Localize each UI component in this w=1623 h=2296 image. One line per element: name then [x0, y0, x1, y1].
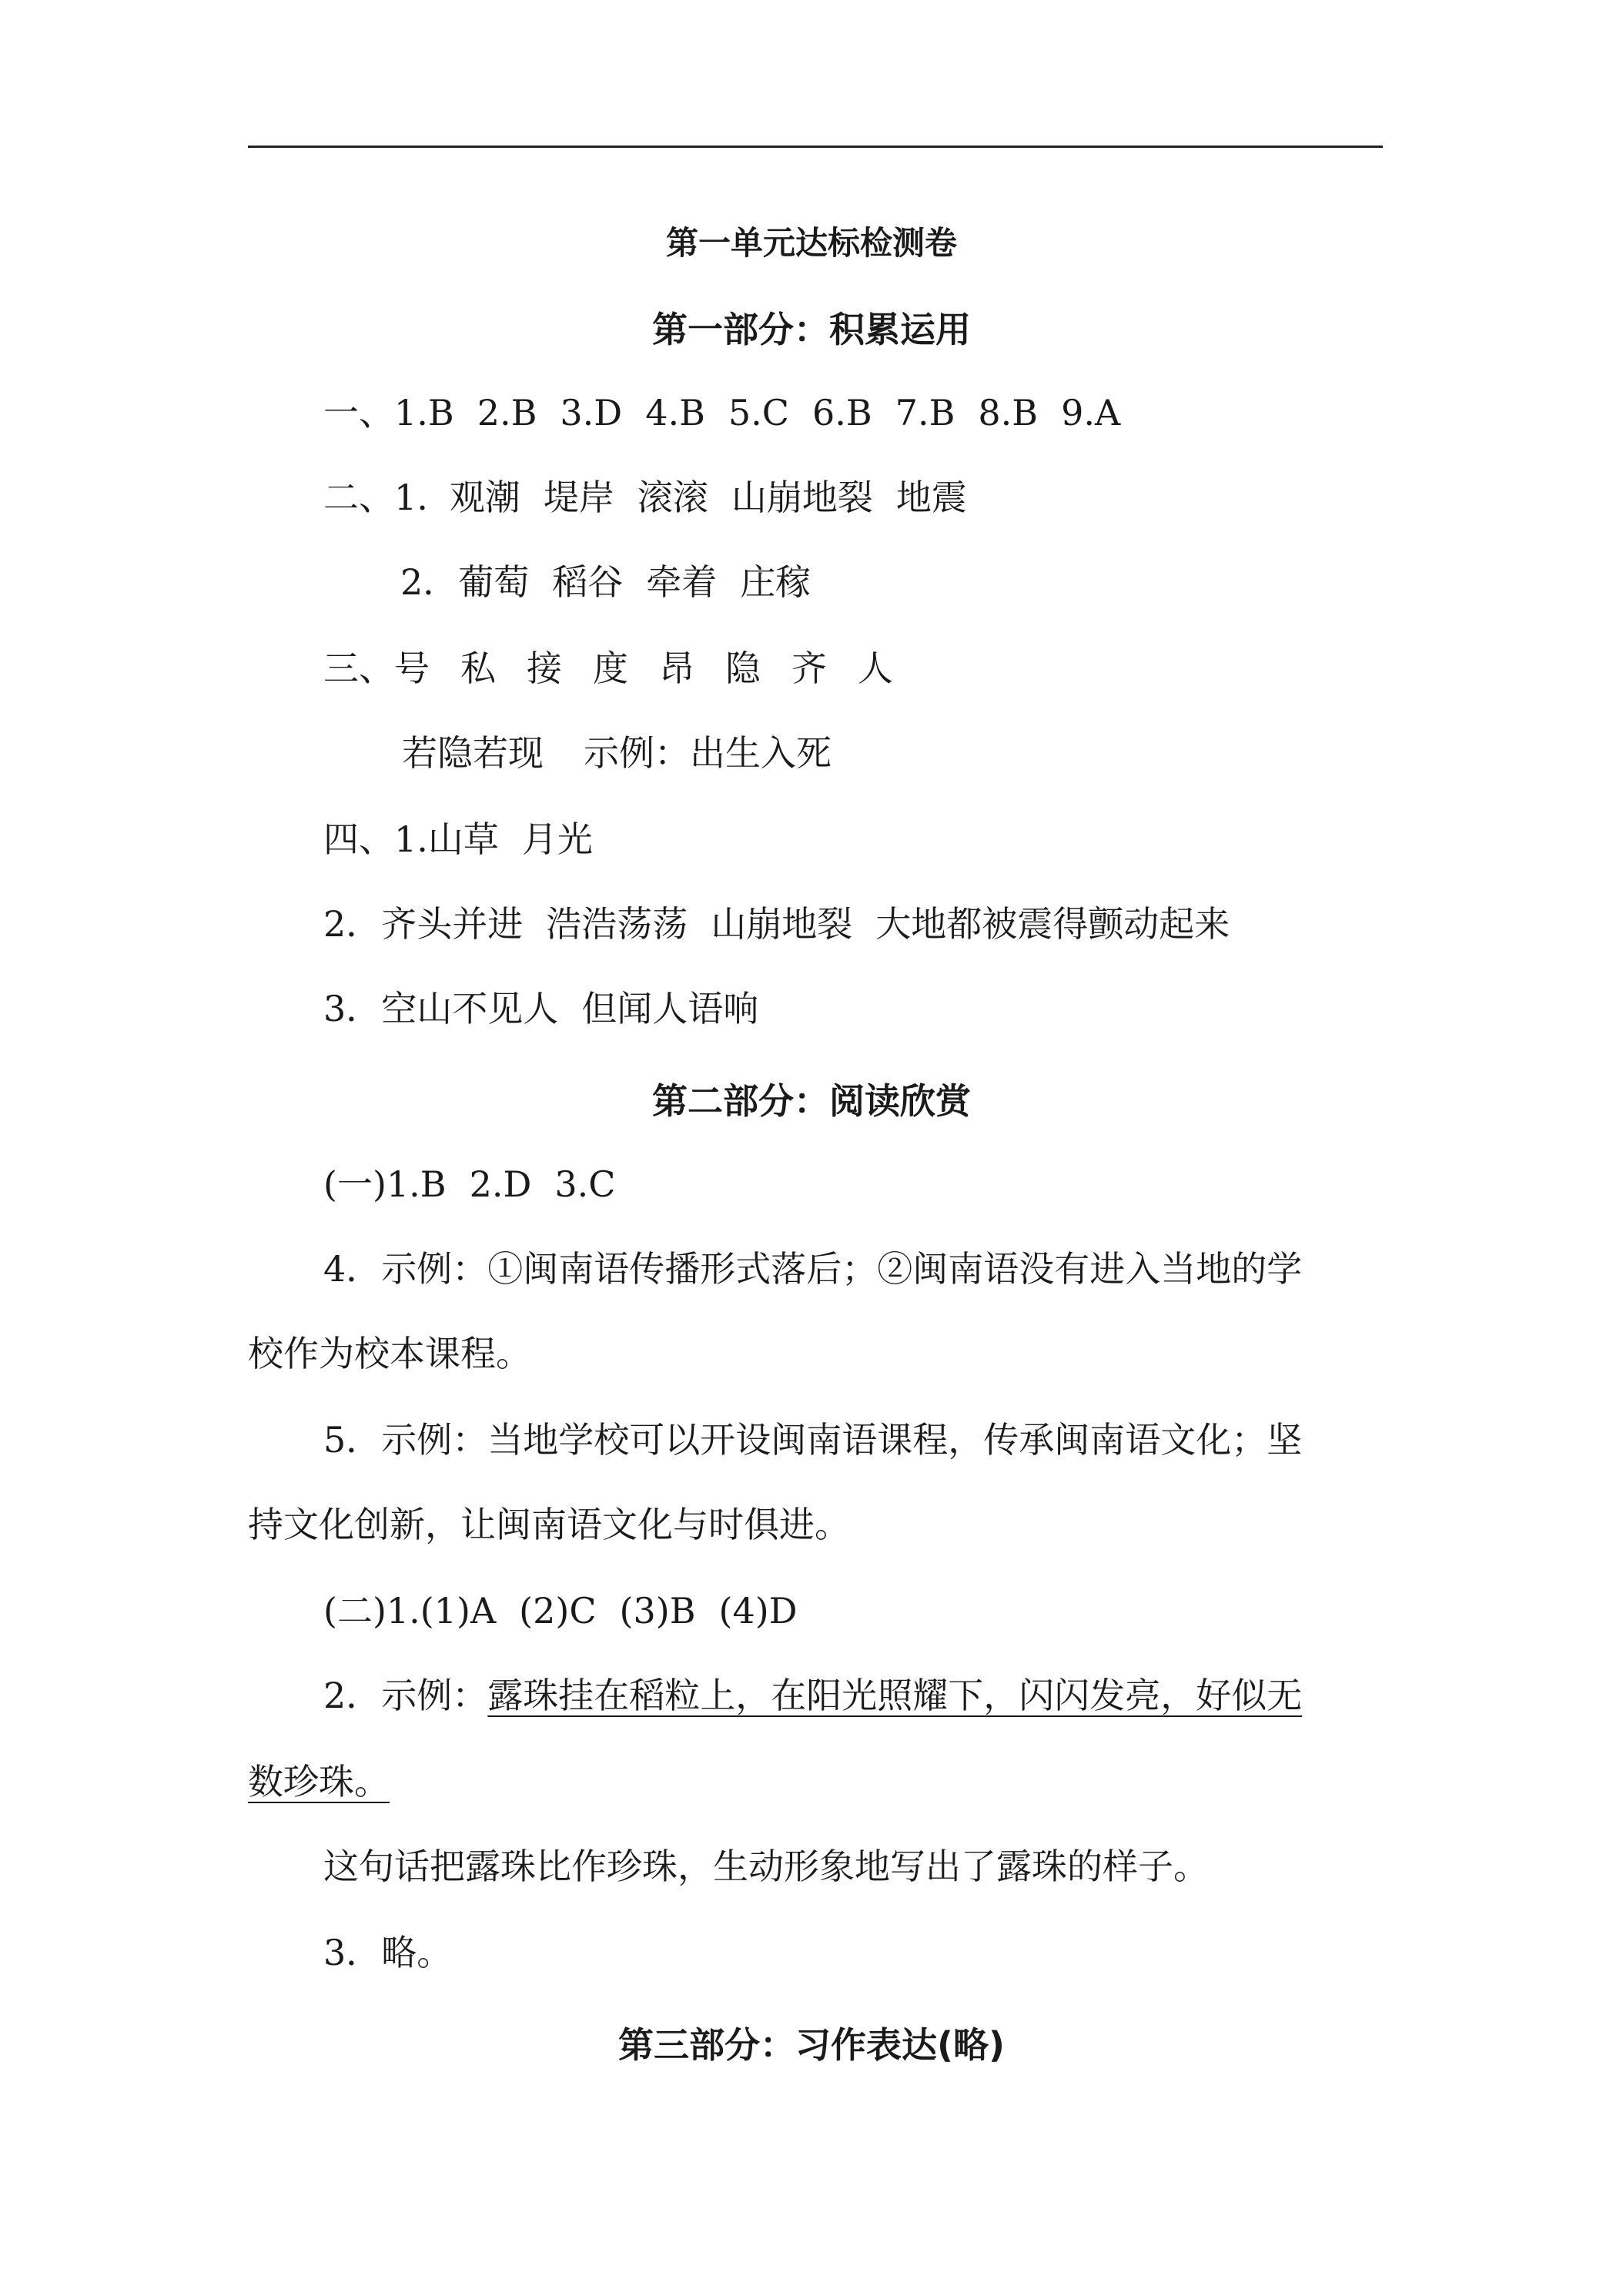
- s1-answer: 3.C: [554, 1163, 616, 1205]
- q1-answer: 9.A: [1061, 392, 1121, 433]
- s2-answer: (4)D: [718, 1590, 798, 1632]
- q2-label: 二、1.: [323, 477, 428, 518]
- s2-q2-explain: 这句话把露珠比作珍珠，生动形象地写出了露珠的样子。: [323, 1846, 1209, 1887]
- q3-char: 人: [858, 648, 893, 689]
- s1-answer: 1.B: [386, 1163, 447, 1205]
- q3-chars: [394, 648, 893, 689]
- s1-q5-line1: 5．示例：当地学校可以开设闽南语课程，传承闽南语文化；坚: [323, 1419, 1303, 1461]
- q1-answer: 2.B: [477, 392, 537, 433]
- q4-line3: [323, 987, 758, 1030]
- q2-word: 滚滚: [637, 477, 708, 518]
- q2-line2-label: 2．: [400, 561, 459, 603]
- q3-line2-b: 示例：出生入死: [584, 732, 832, 774]
- s1-q5-line2: 持文化创新，让闽南语文化与时俱进。: [248, 1504, 850, 1545]
- q4-word: 山草: [427, 818, 499, 860]
- s2-q2-underlined-2: 数珍珠。: [248, 1761, 390, 1802]
- q4-word: 大地都被震得颤动起来: [875, 903, 1230, 945]
- q4-word: 齐头并进: [381, 903, 524, 945]
- q1-answer: 6.B: [812, 392, 872, 433]
- q2-line2: [400, 561, 811, 604]
- q4-line2-words: [381, 903, 1230, 945]
- s2-answers: [420, 1590, 798, 1632]
- q1-answer: 7.B: [895, 392, 955, 433]
- q3-line1: [323, 647, 893, 690]
- q1-line: [323, 391, 1120, 434]
- q3-char: 齐: [791, 648, 827, 689]
- s2-answer: (1)A: [420, 1590, 497, 1632]
- q4-line3-words: [381, 988, 758, 1029]
- q2-line2-words: [458, 561, 811, 603]
- q4-word: 浩浩荡荡: [546, 903, 688, 945]
- q4-line1-words: [428, 818, 593, 860]
- q2-line1: [323, 476, 967, 519]
- s1-q4-line2: 校作为校本课程。: [248, 1333, 531, 1374]
- q4-line3-label: 3．: [323, 988, 382, 1029]
- s2-q2-underlined-1: 露珠挂在稻粒上，在阳光照耀下，闪闪发亮，好似无: [487, 1675, 1303, 1716]
- q3-char: 私: [460, 648, 496, 689]
- s2-label: (二)1.: [323, 1590, 420, 1632]
- s1-line: [323, 1163, 615, 1206]
- q2-word: 观潮: [449, 477, 520, 518]
- part1-title: 第一部分：积累运用: [652, 309, 971, 350]
- part2-title: 第二部分：阅读欣赏: [652, 1080, 971, 1122]
- q3-line2-a: 若隐若现: [402, 732, 544, 774]
- q2-line1-words: [450, 477, 967, 518]
- q3-char: 号: [394, 648, 430, 689]
- s1-label: (一): [323, 1163, 387, 1205]
- q2-word: 堤岸: [543, 477, 614, 518]
- q3-line2: [402, 731, 832, 775]
- q2-word: 牵着: [646, 561, 718, 603]
- q1-answer: 3.D: [560, 392, 623, 433]
- s1-q4-line1: 4．示例：①闽南语传播形式落后；②闽南语没有进入当地的学: [323, 1248, 1303, 1290]
- s2-q2-prefix: 2．示例：: [323, 1675, 488, 1716]
- q1-label: 一、: [323, 392, 394, 433]
- q4-word: 空山不见人: [381, 988, 559, 1029]
- q4-word: 但闻人语响: [581, 988, 759, 1029]
- q4-line1: [323, 818, 593, 861]
- s2-answer: (3)B: [619, 1590, 696, 1632]
- q2-word: 葡萄: [458, 561, 530, 603]
- s2-q2-line1: [323, 1674, 1302, 1717]
- s1-answers: [387, 1163, 616, 1205]
- q4-label: 四、1.: [323, 818, 428, 860]
- s2-q2-line2: [248, 1760, 390, 1803]
- document-title: 第一单元达标检测卷: [665, 224, 957, 262]
- s2-line: [323, 1589, 798, 1632]
- q2-word: 地震: [895, 477, 967, 518]
- q1-answer: 1.B: [394, 392, 454, 433]
- s2-q3: 3．略。: [323, 1932, 453, 1973]
- q2-word: 稻谷: [552, 561, 624, 603]
- q1-answer: 5.C: [728, 392, 789, 433]
- q3-char: 隐: [725, 648, 761, 689]
- q1-answers: [394, 392, 1120, 433]
- q4-line2: [323, 902, 1230, 946]
- q4-word: 月光: [521, 818, 593, 860]
- q1-answer: 8.B: [978, 392, 1039, 433]
- s1-answer: 2.D: [469, 1163, 532, 1205]
- q3-char: 昂: [659, 648, 694, 689]
- header-rule: [248, 146, 1383, 148]
- part3-title: 第三部分：习作表达(略): [617, 2024, 1006, 2066]
- q2-word: 山崩地裂: [731, 477, 873, 518]
- q3-char: 接: [527, 648, 562, 689]
- q1-answer: 4.B: [645, 392, 705, 433]
- q4-line2-label: 2．: [323, 903, 382, 945]
- q3-label: 三、: [323, 648, 394, 689]
- q3-char: 度: [593, 648, 628, 689]
- q2-word: 庄稼: [740, 561, 812, 603]
- q4-word: 山崩地裂: [711, 903, 853, 945]
- s2-answer: (2)C: [519, 1590, 597, 1632]
